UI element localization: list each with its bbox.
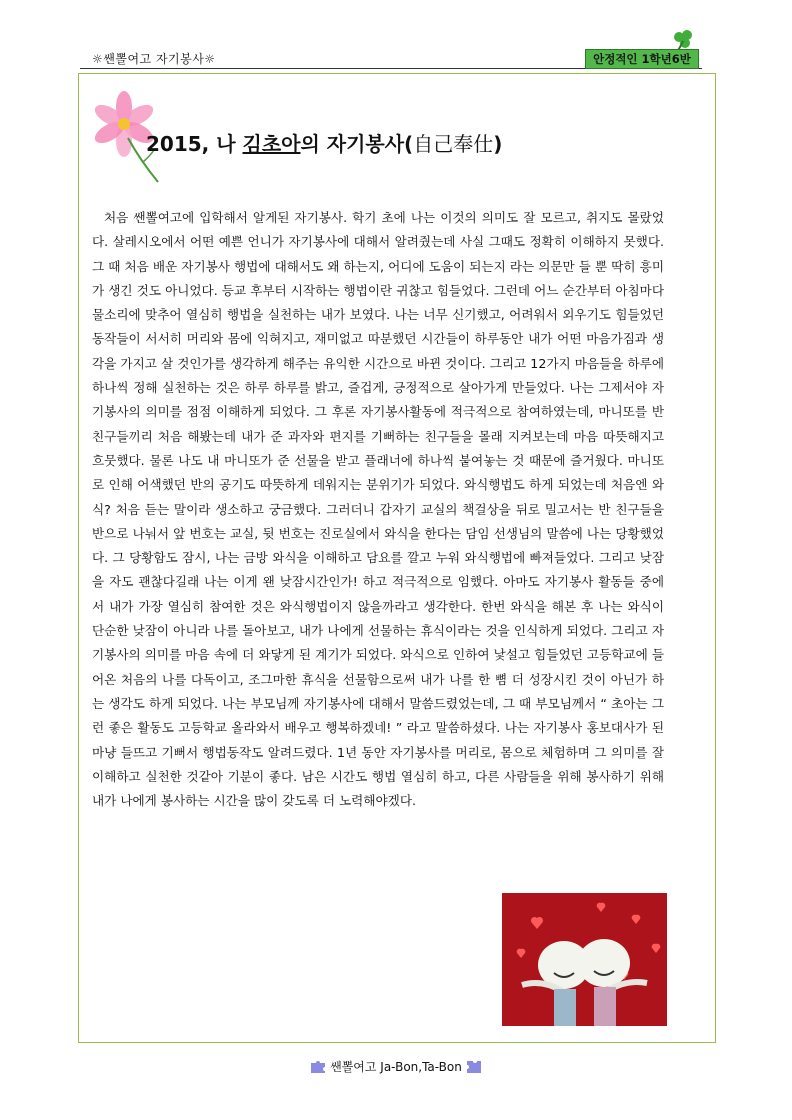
essay-body bbox=[92, 206, 664, 813]
class-badge: 안정적인 1학년6반 bbox=[585, 49, 699, 69]
essay-paragraph: 처음 쌘뽈여고에 입학해서 알게된 자기봉사. 학기 초에 나는 이것의 의미도 잘 모르고, 취지도 몰랐었다. 살레시오에서 어떤 예쁜 언니가 자기봉사에 대해서 알려줬는데 사실 그때도 정확히 이해하지 못했다. 그 때 처음 배운 자기봉사 행법에 대해서도 왜 하는지, 어디에 도움이 되는지 라는 의문만 들 뿐 딱히 흥미가 생긴 것도 아니었다. 등교 후부터 시작하는 행법이란 귀찮고 힘들었다. 그런데 어느 순간부터 아침마다 물소리에 맞추어 열심히 행법을 실천하는 내가 보였다. 나는 너무 신기했고, 어려워서 외우기도 힘들었던 동작들이 서서히 머리와 몸에 익혀지고, 재미없고 따분했던 시간들이 하루동안 내가 어떤 마음가짐과 생각을 가지고 살 것인가를 생각하게 해주는 유익한 시간으로 바뀐 것이다. 그리고 12가지 마음들을 하루에 하나씩 정해 실천하는 것은 하루 하루를 밝고, 즐겁게, 긍정적으로 살아가게 만들었다. 나는 그제서야 자기봉사의 의미를 점점 이해하게 되었다. 그 후론 자기봉사활동에 적극적으로 참여하였는데, 마니또를 반 친구들끼리 처음 해봤는데 내가 준 과자와 편지를 기뻐하는 친구들을 몰래 지켜보는데 마음 따뜻해지고 흐뭇했다. 물론 나도 내 마니또가 준 선물을 받고 플래너에 하나씩 붙여놓는 것 때문에 즐거웠다. 마니또로 인해 어색했던 반의 공기도 따뜻하게 데워지는 분위기가 되었다. 와식행법도 하게 되었는데 처음엔 와식? 처음 듣는 말이라 생소하고 궁금했다. 그러더니 갑자기 교실의 책걸상을 뒤로 밀고서는 반 친구들을 반으로 나눠서 앞 번호는 교실, 뒷 번호는 진로실에서 와식을 한다는 담임 선생님의 말씀에 나는 당황했었다. 그 당황함도 잠시, 나는 금방 와식을 이해하고 담요를 깔고 누워 와식행법에 빠져들었다. 그리고 낮잠을 자도 괜찮다길래 나는 이게 왠 낮잠시간인가! 하고 적극적으로 임했다. 아마도 자기봉사 활동들 중에서 내가 가장 열심히 참여한 것은 와식행법이지 않을까라고 생각한다. 한번 와식을 해본 후 나는 와식이 단순한 낮잠이 아니라 나를 돌아보고, 내가 나에게 선물하는 휴식이라는 것을 인식하게 되었다. 그리고 자기봉사의 의미를 마음 속에 더 와닿게 된 계기가 되었다. 와식으로 인하여 낯설고 힘들었던 고등학교에 들어온 처음의 나를 다독이고, 조그마한 휴식을 선물함으로써 내가 나를 한 뼘 더 성장시킨 것이 아닌가 하는 생각도 하게 되었다. 나는 부모님께 자기봉사에 대해서 말씀드렸었는데, 그 때 부모님께서 “ 초아는 그런 좋은 활동도 고등학교 올라와서 배우고 행복하겠네! ” 라고 말씀하셨다. 나는 자기봉사 홍보대사가 된 마냥 들뜨고 기뻐서 행법동작도 알려드렸다. 1년 동안 자기봉사를 머리로, 몸으로 체험하며 그 의미를 잘 이해하고 실천한 것같아 기분이 좋다. 남은 시간도 행법 열심히 하고, 다른 사람들을 위해 봉사하기 위해 내가 나에게 봉사하는 시간을 많이 갖도록 더 노력해야겠다. bbox=[92, 210, 664, 809]
puzzle-piece-icon bbox=[466, 1060, 482, 1074]
footer-text: 쌘뽈여고 Ja-Bon,Ta-Bon bbox=[330, 1060, 462, 1074]
hugging-figures-illustration bbox=[502, 893, 667, 1026]
page-title: 2015, 나 김초아의 자기봉사(自己奉仕) bbox=[146, 132, 503, 156]
author-name: 김초아 bbox=[242, 132, 301, 156]
footer bbox=[0, 1058, 792, 1075]
header-title: ☼쌘뽈여고 자기봉사☼ bbox=[92, 52, 216, 66]
title-hanja: 自己奉仕 bbox=[413, 132, 494, 156]
puzzle-piece-icon bbox=[310, 1060, 326, 1074]
